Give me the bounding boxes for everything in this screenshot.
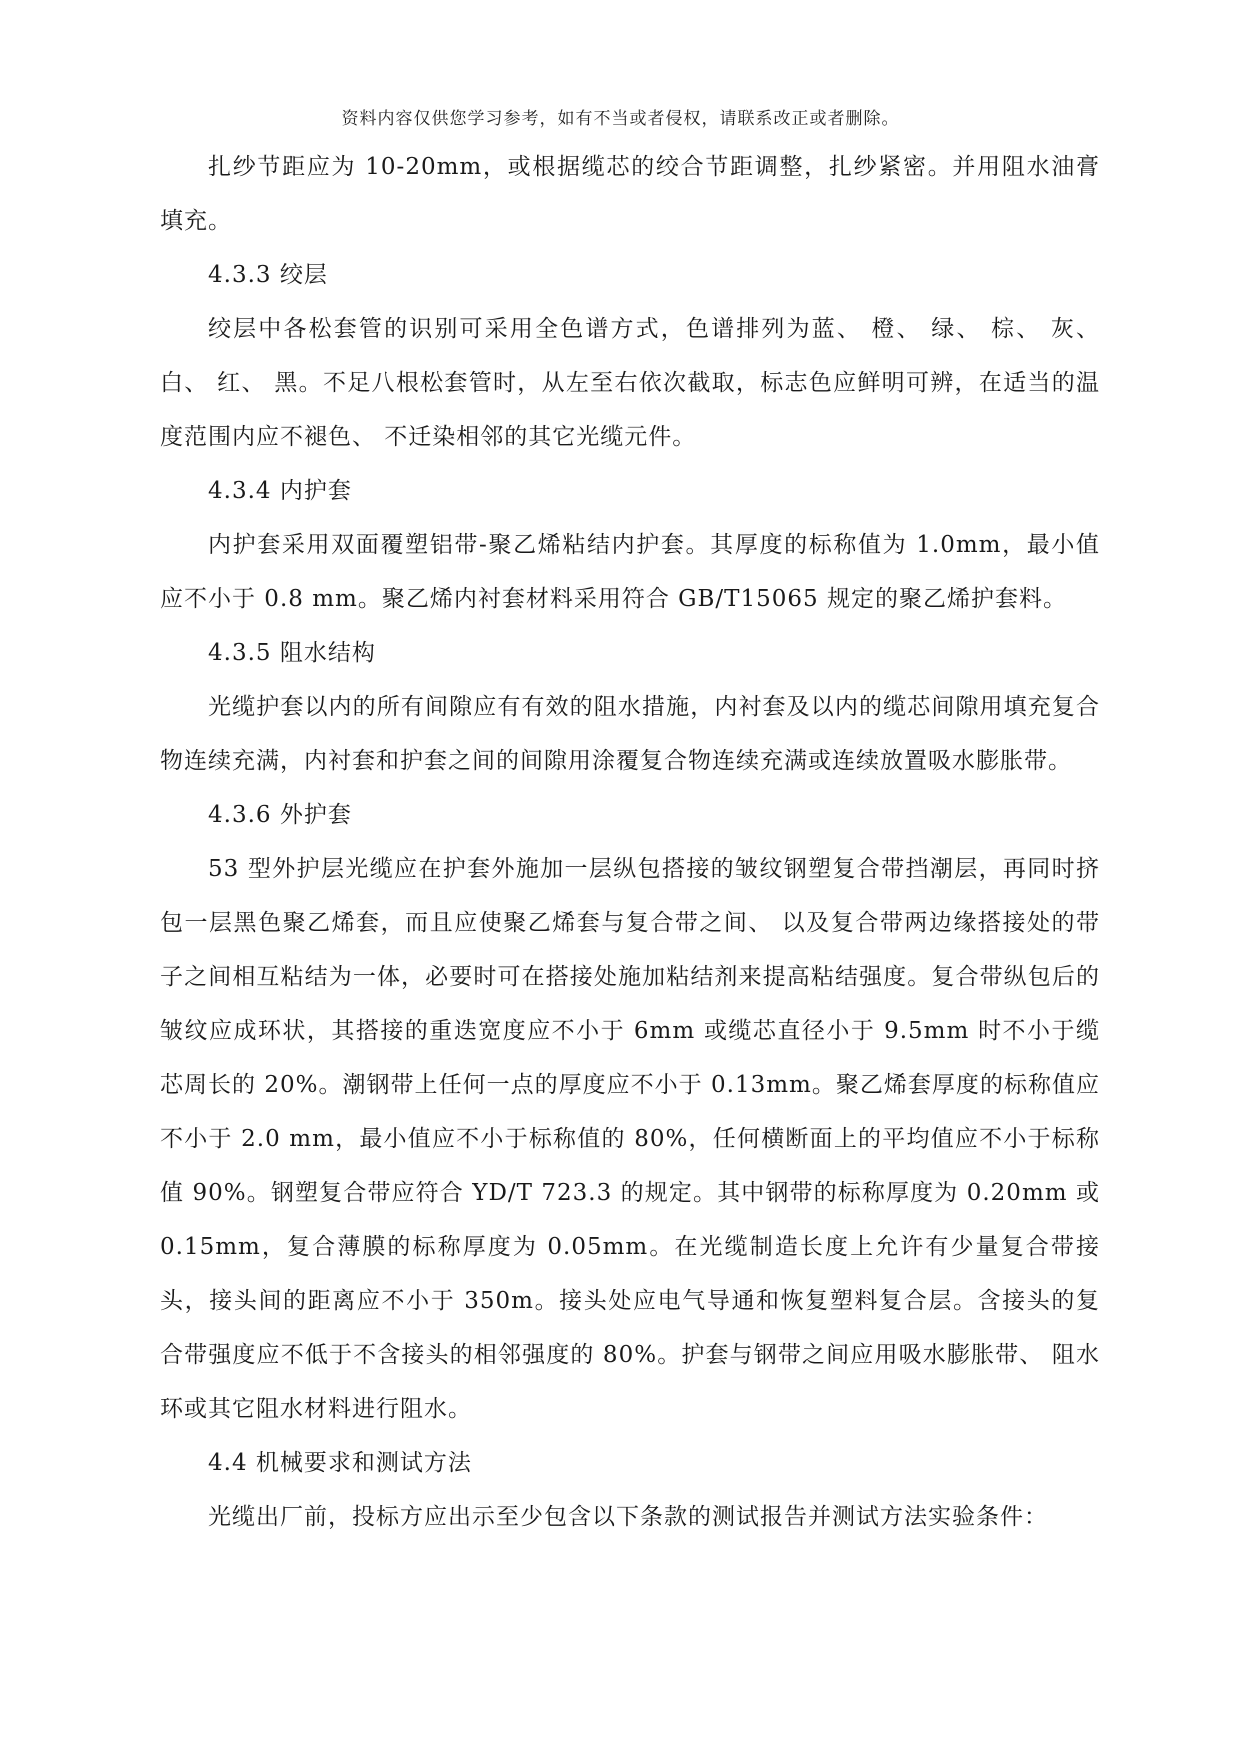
document-body: [160, 140, 1100, 1544]
header-note: 资料内容仅供您学习参考，如有不当或者侵权，请联系改正或者删除。: [341, 109, 900, 129]
section-heading-4-3-6: 4.3.6 外护套: [208, 802, 352, 828]
body-paragraph-test-report: 光缆出厂前，投标方应出示至少包含以下条款的测试报告并测试方法实验条件：: [208, 1504, 1048, 1530]
section-heading-4-3-5: 4.3.5 阻水结构: [208, 640, 376, 666]
body-paragraph-inner-sheath: 内护套采用双面覆塑铝带-聚乙烯粘结内护套。其厚度的标称值为 1.0mm，最小值应不小于 0.8 mm。聚乙烯内衬套材料采用符合 GB/T15065 规定的聚乙烯护套料。: [160, 532, 1100, 612]
section-heading-4-4: 4.4 机械要求和测试方法: [208, 1450, 472, 1476]
body-paragraph-stranding: 绞层中各松套管的识别可采用全色谱方式，色谱排列为蓝、 橙、 绿、 棕、 灰、白、 红、 黑。不足八根松套管时，从左至右依次截取，标志色应鲜明可辨，在适当的温度范围内应不褪色、 不迁染相邻的其它光缆元件。: [160, 316, 1100, 450]
body-paragraph-water-blocking: 光缆护套以内的所有间隙应有有效的阻水措施，内衬套及以内的缆芯间隙用填充复合物连续充满，内衬套和护套之间的间隙用涂覆复合物连续充满或连续放置吸水膨胀带。: [160, 694, 1100, 774]
section-heading-4-3-4: 4.3.4 内护套: [208, 478, 352, 504]
paragraph-continuation: 扎纱节距应为 10-20mm，或根据缆芯的绞合节距调整，扎纱紧密。并用阻水油膏填充。: [160, 154, 1100, 234]
section-heading-4-3-3: 4.3.3 绞层: [208, 262, 328, 288]
body-paragraph-outer-sheath: 53 型外护层光缆应在护套外施加一层纵包搭接的皱纹钢塑复合带挡潮层，再同时挤包一层黑色聚乙烯套，而且应使聚乙烯套与复合带之间、 以及复合带两边缘搭接处的带子之间相互粘结为一体，必要时可在搭接处施加粘结剂来提高粘结强度。复合带纵包后的皱纹应成环状，其搭接的重迭宽度应不小于 6mm 或缆芯直径小于 9.5mm 时不小于缆芯周长的 20%。潮钢带上任何一点的厚度应不小于 0.13mm。聚乙烯套厚度的标称值应不小于 2.0 mm，最小值应不小于标称值的 80%，任何横断面上的平均值应不小于标称值 90%。钢塑复合带应符合 YD/T 723.3 的规定。其中钢带的标称厚度为 0.20mm 或 0.15mm，复合薄膜的标称厚度为 0.05mm。在光缆制造长度上允许有少量复合带接头，接头间的距离应不小于 350m。接头处应电气导通和恢复塑料复合层。含接头的复合带强度应不低于不含接头的相邻强度的 80%。护套与钢带之间应用吸水膨胀带、 阻水环或其它阻水材料进行阻水。: [160, 856, 1100, 1422]
